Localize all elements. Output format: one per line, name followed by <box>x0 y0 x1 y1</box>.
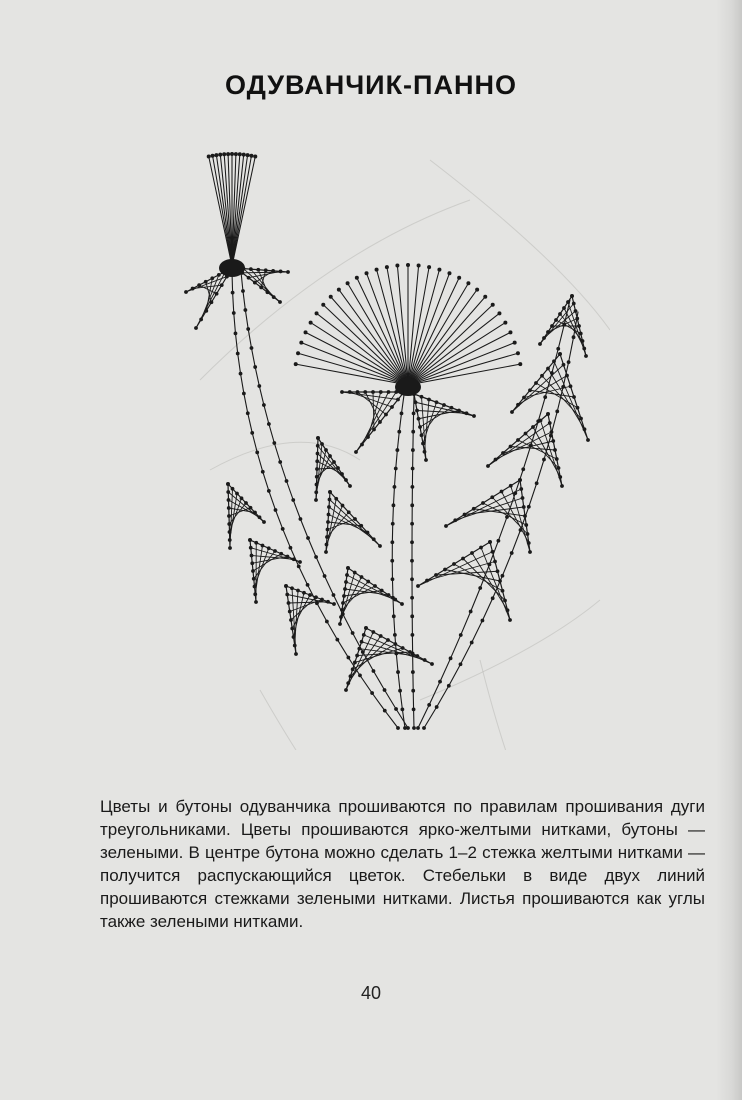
leaf-left-1 <box>226 482 266 550</box>
stem-flower-left <box>390 395 407 730</box>
flower-sepal-left <box>340 390 406 454</box>
flower-sepal-right <box>412 392 476 462</box>
stem-bud-right <box>241 272 410 730</box>
leaf-left-2 <box>248 538 302 604</box>
leaf-right-5 <box>416 540 512 622</box>
body-paragraph: Цветы и бутоны одуванчика прошиваются по правилам прошивания дуги треугольниками. Цветы прошиваются ярко-желтыми нитками, бутоны — зелеными. В центре бутона можно сделать 1–2 стежка желтыми нитками — получится распускающийся цветок. Стебельки в виде двух линий прошиваются стежками зелеными нитками. Листья прошиваются как углы также зелеными нитками. <box>100 797 705 931</box>
page-edge-shadow <box>716 0 742 1100</box>
page-number: 40 <box>360 983 382 1003</box>
leaf-left-5 <box>324 490 382 554</box>
leaf-right-1 <box>538 294 588 358</box>
stem-flower-right <box>410 395 416 730</box>
leaf-right-3 <box>486 412 564 488</box>
leaf-right-2 <box>510 352 590 442</box>
leaf-right-4 <box>444 478 532 554</box>
leaf-left-3 <box>284 584 336 656</box>
flower-head <box>294 263 523 396</box>
page-title: ОДУВАНЧИК-ПАННО <box>225 70 517 100</box>
dandelion-illustration <box>150 140 610 750</box>
leaf-left-4 <box>314 436 352 502</box>
leaf-left-7 <box>344 626 434 692</box>
bud-head <box>207 152 258 277</box>
bud-sepal-left <box>184 266 234 330</box>
